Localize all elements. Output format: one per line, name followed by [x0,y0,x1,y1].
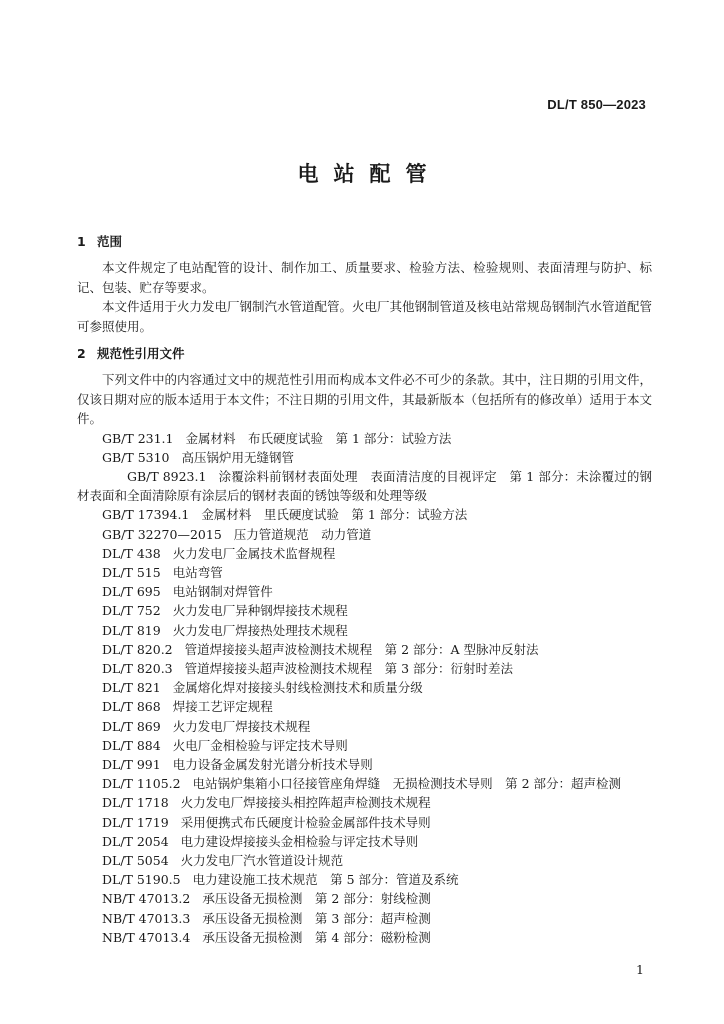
reference-title: 承压设备无损检测 第 3 部分：超声检测 [202,910,431,926]
reference-item [77,429,652,448]
reference-title: 火力发电厂异种钢焊接技术规程 [172,603,348,619]
reference-item [77,678,652,697]
reference-item [77,889,652,908]
reference-item [77,659,652,678]
reference-title: 火力发电厂焊接热处理技术规程 [172,622,348,638]
reference-title: 电力建设施工技术规范 第 5 部分：管道及系统 [192,872,459,888]
reference-item [77,832,652,851]
reference-code: DL/T 1719 [102,814,169,830]
reference-item [77,582,652,601]
reference-code: DL/T 5190.5 [102,872,181,888]
reference-code: NB/T 47013.3 [102,910,191,926]
reference-code: DL/T 820.2 [102,641,173,657]
section-heading [77,232,652,252]
reference-item [77,601,652,620]
reference-item [77,640,652,659]
reference-code: NB/T 47013.4 [102,929,191,945]
reference-title: 金属材料 里氏硬度试验 第 1 部分：试验方法 [201,507,468,523]
reference-title: 承压设备无损检测 第 4 部分：磁粉检测 [202,929,431,945]
reference-item [77,467,652,505]
paragraph: 本文件适用于火力发电厂钢制汽水管道配管。火电厂其他钢制管道及核电站常规岛钢制汽水管道配管可参照使用。 [77,299,653,334]
reference-item [77,928,652,947]
reference-item [77,909,652,928]
reference-item [77,851,652,870]
reference-code: DL/T 991 [102,756,161,772]
reference-code: GB/T 5310 [102,449,170,465]
reference-code: GB/T 231.1 [102,430,174,446]
reference-title: 电力建设焊接接头金相检验与评定技术导则 [180,833,419,849]
reference-title: 火力发电厂焊接技术规程 [172,718,311,734]
reference-list [77,429,652,947]
section-heading [77,344,652,364]
reference-code: GB/T 8923.1 [127,468,207,484]
section-title: 规范性引用文件 [97,346,185,361]
reference-title: 高压锅炉用无缝钢管 [181,449,295,465]
standard-code: DL/T 850—2023 [547,97,646,112]
document-title: 电站配管 [297,162,442,186]
reference-title: 火电厂金相检验与评定技术导则 [172,737,348,753]
reference-item [77,717,652,736]
reference-code: GB/T 32270—2015 [102,526,222,542]
reference-code: DL/T 884 [102,737,161,753]
paragraph: 下列文件中的内容通过文中的规范性引用而构成本文件必不可少的条款。其中，注日期的引用文件，仅该日期对应的版本适用于本文件；不注日期的引用文件，其最新版本（包括所有的修改单）适用于本文件。 [77,372,653,426]
reference-item [77,525,652,544]
reference-title: 金属熔化焊对接接头射线检测技术和质量分级 [172,680,423,696]
reference-item [77,621,652,640]
reference-code: DL/T 438 [102,545,161,561]
reference-title: 电站弯管 [172,564,223,580]
reference-code: DL/T 821 [102,680,161,696]
reference-item [77,544,652,563]
reference-item [77,793,652,812]
reference-code: DL/T 695 [102,584,161,600]
reference-item [77,448,652,467]
reference-code: DL/T 2054 [102,833,169,849]
reference-title: 火力发电厂焊接接头相控阵超声检测技术规程 [180,795,431,811]
reference-title: 电站锅炉集箱小口径接管座角焊缝 无损检测技术导则 第 2 部分：超声检测 [192,776,621,792]
reference-item [77,736,652,755]
reference-title: 涂覆涂料前钢材表面处理 表面清洁度的目视评定 第 1 部分：未涂覆过的钢材表面和全面清除原有涂层后的钢材表面的锈蚀等级和处理等级 [77,468,652,504]
reference-title: 火力发电厂汽水管道设计规范 [180,852,344,868]
reference-code: DL/T 1718 [102,795,169,811]
paragraph: 本文件规定了电站配管的设计、制作加工、质量要求、检验方法、检验规则、表面清理与防护、标记、包装、贮存等要求。 [77,260,652,295]
reference-code: GB/T 17394.1 [102,507,190,523]
reference-code: DL/T 819 [102,622,161,638]
section-number: 2 [77,346,86,361]
reference-title: 金属材料 布氏硬度试验 第 1 部分：试验方法 [185,430,452,446]
reference-item [77,697,652,716]
reference-title: 压力管道规范 动力管道 [233,526,372,542]
page-number: 1 [636,962,644,977]
section-number: 1 [77,234,86,249]
reference-title: 电站钢制对焊管件 [172,584,273,600]
reference-title: 管道焊接接头超声波检测技术规程 第 3 部分：衍射时差法 [184,660,514,676]
reference-title: 电力设备金属发射光谱分析技术导则 [172,756,373,772]
reference-item [77,870,652,889]
reference-title: 承压设备无损检测 第 2 部分：射线检测 [202,891,431,907]
reference-item [77,563,652,582]
reference-item [77,774,652,793]
reference-item [77,755,652,774]
reference-code: DL/T 5054 [102,852,169,868]
reference-title: 管道焊接接头超声波检测技术规程 第 2 部分：A 型脉冲反射法 [184,641,539,657]
reference-code: DL/T 752 [102,603,161,619]
reference-title: 采用便携式布氏硬度计检验金属部件技术导则 [180,814,431,830]
reference-code: DL/T 1105.2 [102,776,181,792]
reference-item [77,505,652,524]
reference-code: NB/T 47013.2 [102,891,191,907]
document-body [77,232,652,947]
reference-item [77,813,652,832]
reference-code: DL/T 820.3 [102,660,173,676]
reference-code: DL/T 869 [102,718,161,734]
reference-title: 焊接工艺评定规程 [172,699,273,715]
reference-code: DL/T 515 [102,564,161,580]
reference-title: 火力发电厂金属技术监督规程 [172,545,336,561]
section-title: 范围 [97,234,123,249]
reference-code: DL/T 868 [102,699,161,715]
